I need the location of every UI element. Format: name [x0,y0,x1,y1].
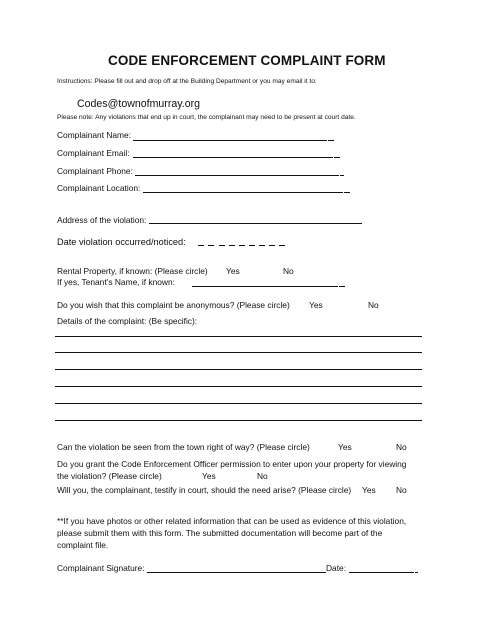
complainant-location-field[interactable] [143,192,343,193]
form-title: CODE ENFORCEMENT COMPLAINT FORM [108,53,386,68]
date-sign-field[interactable] [349,572,414,573]
permission-question-line2: the violation? (Please circle) [57,471,162,481]
complainant-email-label: Complainant Email: [57,148,130,158]
complainant-email-field[interactable] [133,157,333,158]
date-blank[interactable] [259,245,265,246]
contact-email[interactable]: Codes@townofmurray.org [77,98,201,110]
testify-question: Will you, the complainant, testify in court, should the need arise? (Please circle) [57,485,352,495]
details-line[interactable] [55,386,422,387]
date-blank[interactable] [269,245,275,246]
signature-label: Complainant Signature: [57,563,145,573]
permission-yes-option[interactable]: Yes [202,471,216,481]
date-blank[interactable] [279,245,285,246]
complainant-phone-label: Complainant Phone: [57,166,133,176]
court-note: Please note: Any violations that end up in court, the complainant may need to be present at court date. [57,114,356,121]
complainant-name-label: Complainant Name: [57,130,132,140]
details-line[interactable] [55,336,422,337]
anonymous-no-option[interactable]: No [368,300,379,310]
permission-no-option[interactable]: No [257,471,268,481]
date-occurred-label: Date violation occurred/noticed: [57,237,186,247]
testify-no-option[interactable]: No [396,485,407,495]
visible-yes-option[interactable]: Yes [338,442,352,452]
permission-question-line1: Do you grant the Code Enforcement Officer permission to enter upon your property for viewing [57,459,407,469]
date-sign-label: Date: [326,563,347,573]
signature-field[interactable] [147,572,326,573]
details-label: Details of the complaint: (Be specific): [57,316,198,326]
date-blank[interactable] [239,245,245,246]
complainant-location-label: Complainant Location: [57,183,141,193]
date-blank[interactable] [198,245,204,246]
visible-question: Can the violation be seen from the town right of way? (Please circle) [57,442,310,452]
footnote-line2: please submit them with this form. The submitted documentation will become part of the [57,528,383,538]
complainant-name-field[interactable] [133,140,327,141]
testify-yes-option[interactable]: Yes [362,485,376,495]
tenant-name-label: If yes, Tenant’s Name, if known: [57,277,175,287]
complainant-phone-field[interactable] [135,175,339,176]
field-underline-tail [340,175,344,176]
date-blank[interactable] [208,245,214,246]
rental-property-label: Rental Property, if known: (Please circle) [57,266,208,276]
date-blank[interactable] [249,245,255,246]
date-blank[interactable] [229,245,235,246]
details-line[interactable] [55,403,422,404]
field-underline-tail [328,140,334,141]
details-line[interactable] [55,369,422,370]
date-blank[interactable] [219,245,225,246]
field-underline-tail [339,286,345,287]
field-underline-tail [415,572,418,573]
instructions-text: Instructions: Please fill out and drop off at the Building Department or you may email it to: [57,78,317,85]
rental-no-option[interactable]: No [283,266,294,276]
violation-address-field[interactable] [149,223,362,224]
details-line[interactable] [55,420,422,421]
visible-no-option[interactable]: No [396,442,407,452]
footnote-line1: **If you have photos or other related information that can be used as evidence of this violation, [57,516,407,526]
tenant-name-field[interactable] [192,286,338,287]
anonymous-question: Do you wish that this complaint be anonymous? (Please circle) [57,300,290,310]
field-underline-tail [344,192,350,193]
field-underline-tail [334,157,340,158]
anonymous-yes-option[interactable]: Yes [309,300,323,310]
details-line[interactable] [55,352,422,353]
rental-yes-option[interactable]: Yes [226,266,240,276]
footnote-line3: complaint file. [57,540,109,550]
violation-address-label: Address of the violation: [57,215,147,225]
